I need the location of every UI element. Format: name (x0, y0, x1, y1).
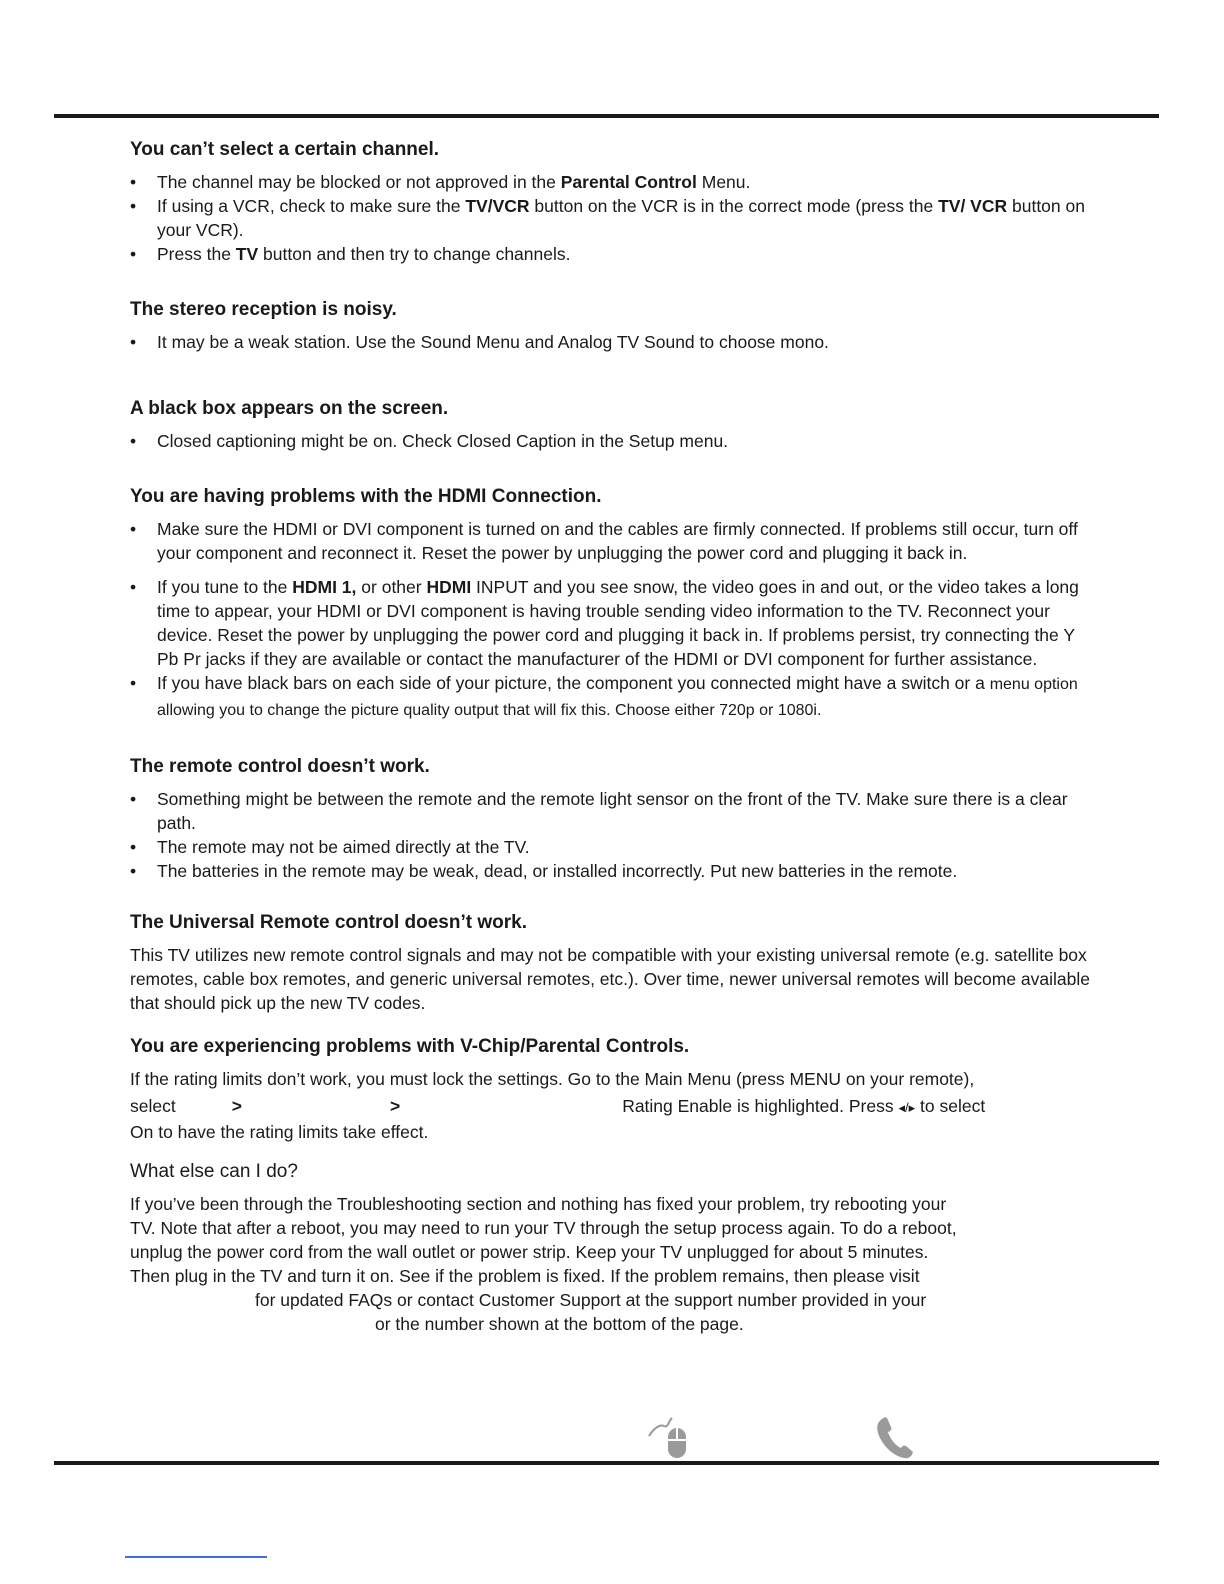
footer-link-underline[interactable] (125, 1556, 267, 1558)
section-heading: You are experiencing problems with V-Chip/Parental Controls. (130, 1036, 690, 1057)
vchip-line-2: select > > Rating Enable is highlighted. Press ◂/▸ to select (130, 1096, 986, 1116)
list-item: • It may be a weak station. Use the Sound Menu and Analog TV Sound to choose mono. (130, 332, 829, 352)
section-vchip (130, 1035, 1100, 1144)
left-right-arrows-icon: ◂/▸ (898, 1100, 916, 1115)
list-item: • If you tune to the HDMI 1, or other HDMI INPUT and you see snow, the video goes in and out, or the video takes a long time to appear, your HDMI or DVI component is having trouble sending video information to the TV. Reconnect your device. Reset the power by unplugging the power cord and plugging it back in. If problems persist, try connecting the Y Pb Pr jacks if they are available or contact the manufacturer of the HDMI or DVI component for further assistance. (130, 577, 1079, 669)
bullet-icon: • (130, 577, 137, 597)
bullet-list (130, 429, 1100, 453)
what-else-line: or the number shown at the bottom of the page. (375, 1314, 744, 1334)
bullet-icon: • (130, 673, 137, 693)
vchip-line-1: If the rating limits don’t work, you must lock the settings. Go to the Main Menu (press MENU on your remote), (130, 1069, 975, 1089)
bottom-rule (54, 1461, 1159, 1465)
list-item: • Something might be between the remote and the remote light sensor on the front of the TV. Make sure there is a clear path. (130, 789, 1068, 833)
bullet-list (130, 517, 1100, 723)
bullet-icon: • (130, 837, 137, 857)
bullet-icon: • (130, 789, 137, 809)
section-hdmi (130, 485, 1100, 723)
what-else-line: unplug the power cord from the wall outlet or power strip. Keep your TV unplugged for about 5 minutes. (130, 1242, 929, 1262)
section-what-else (130, 1160, 1100, 1336)
list-item: • The remote may not be aimed directly at the TV. (130, 837, 530, 857)
what-else-line: If you’ve been through the Troubleshooting section and nothing has fixed your problem, try rebooting your (130, 1194, 947, 1214)
section-heading: The Universal Remote control doesn’t work. (130, 912, 527, 933)
section-stereo (130, 298, 1100, 354)
list-item: • Press the TV button and then try to change channels. (130, 244, 571, 264)
section-channel (130, 138, 1100, 266)
list-item: • Make sure the HDMI or DVI component is turned on and the cables are firmly connected. If problems still occur, turn off your component and reconnect it. Reset the power by unplugging the power cord and plugging it back in. (130, 519, 1078, 563)
what-else-line: Then plug in the TV and turn it on. See if the problem is fixed. If the problem remains, then please visit (130, 1266, 920, 1286)
section-black-box (130, 397, 1100, 453)
section-heading: The remote control doesn’t work. (130, 756, 430, 777)
top-rule (54, 114, 1159, 118)
section-heading: A black box appears on the screen. (130, 398, 449, 419)
bullet-list (130, 170, 1100, 266)
section-remote (130, 755, 1100, 883)
section-body: This TV utilizes new remote control signals and may not be compatible with your existing universal remote (e.g. satellite box remotes, cable box remotes, and generic universal remotes, etc.). Over time, newer universal remotes will become available that should pick up the new TV codes. (130, 945, 1090, 1013)
section-heading: What else can I do? (130, 1161, 298, 1182)
list-item: • If using a VCR, check to make sure the TV/VCR button on the VCR is in the correct mode (press the TV/ VCR button on your VCR). (130, 196, 1085, 240)
telephone-icon (874, 1414, 916, 1462)
bullet-list (130, 330, 1100, 354)
section-heading: The stereo reception is noisy. (130, 299, 397, 320)
vchip-line-3: On to have the rating limits take effect. (130, 1122, 429, 1142)
list-item: • If you have black bars on each side of your picture, the component you connected might have a switch or a menu option allowing you to change the picture quality output that will fix this. Choose either 720p or 1080i. (130, 673, 1078, 719)
section-heading: You can’t select a certain channel. (130, 139, 440, 160)
what-else-line: TV. Note that after a reboot, you may need to run your TV through the setup process again. To do a reboot, (130, 1218, 957, 1238)
what-else-line: for updated FAQs or contact Customer Support at the support number provided in your (255, 1290, 927, 1310)
bullet-list (130, 787, 1100, 883)
computer-mouse-icon (646, 1414, 690, 1462)
bullet-icon: • (130, 196, 137, 216)
troubleshooting-content (130, 138, 1100, 1336)
bullet-icon: • (130, 244, 137, 264)
bullet-icon: • (130, 332, 137, 352)
section-heading: You are having problems with the HDMI Connection. (130, 486, 602, 507)
section-universal-remote (130, 911, 1100, 1015)
list-item: • The channel may be blocked or not approved in the Parental Control Menu. (130, 172, 751, 192)
list-item: • The batteries in the remote may be weak, dead, or installed incorrectly. Put new batteries in the remote. (130, 861, 958, 881)
list-item: • Closed captioning might be on. Check Closed Caption in the Setup menu. (130, 431, 729, 451)
bullet-icon: • (130, 172, 137, 192)
bullet-icon: • (130, 431, 137, 451)
bullet-icon: • (130, 519, 137, 539)
bullet-icon: • (130, 861, 137, 881)
